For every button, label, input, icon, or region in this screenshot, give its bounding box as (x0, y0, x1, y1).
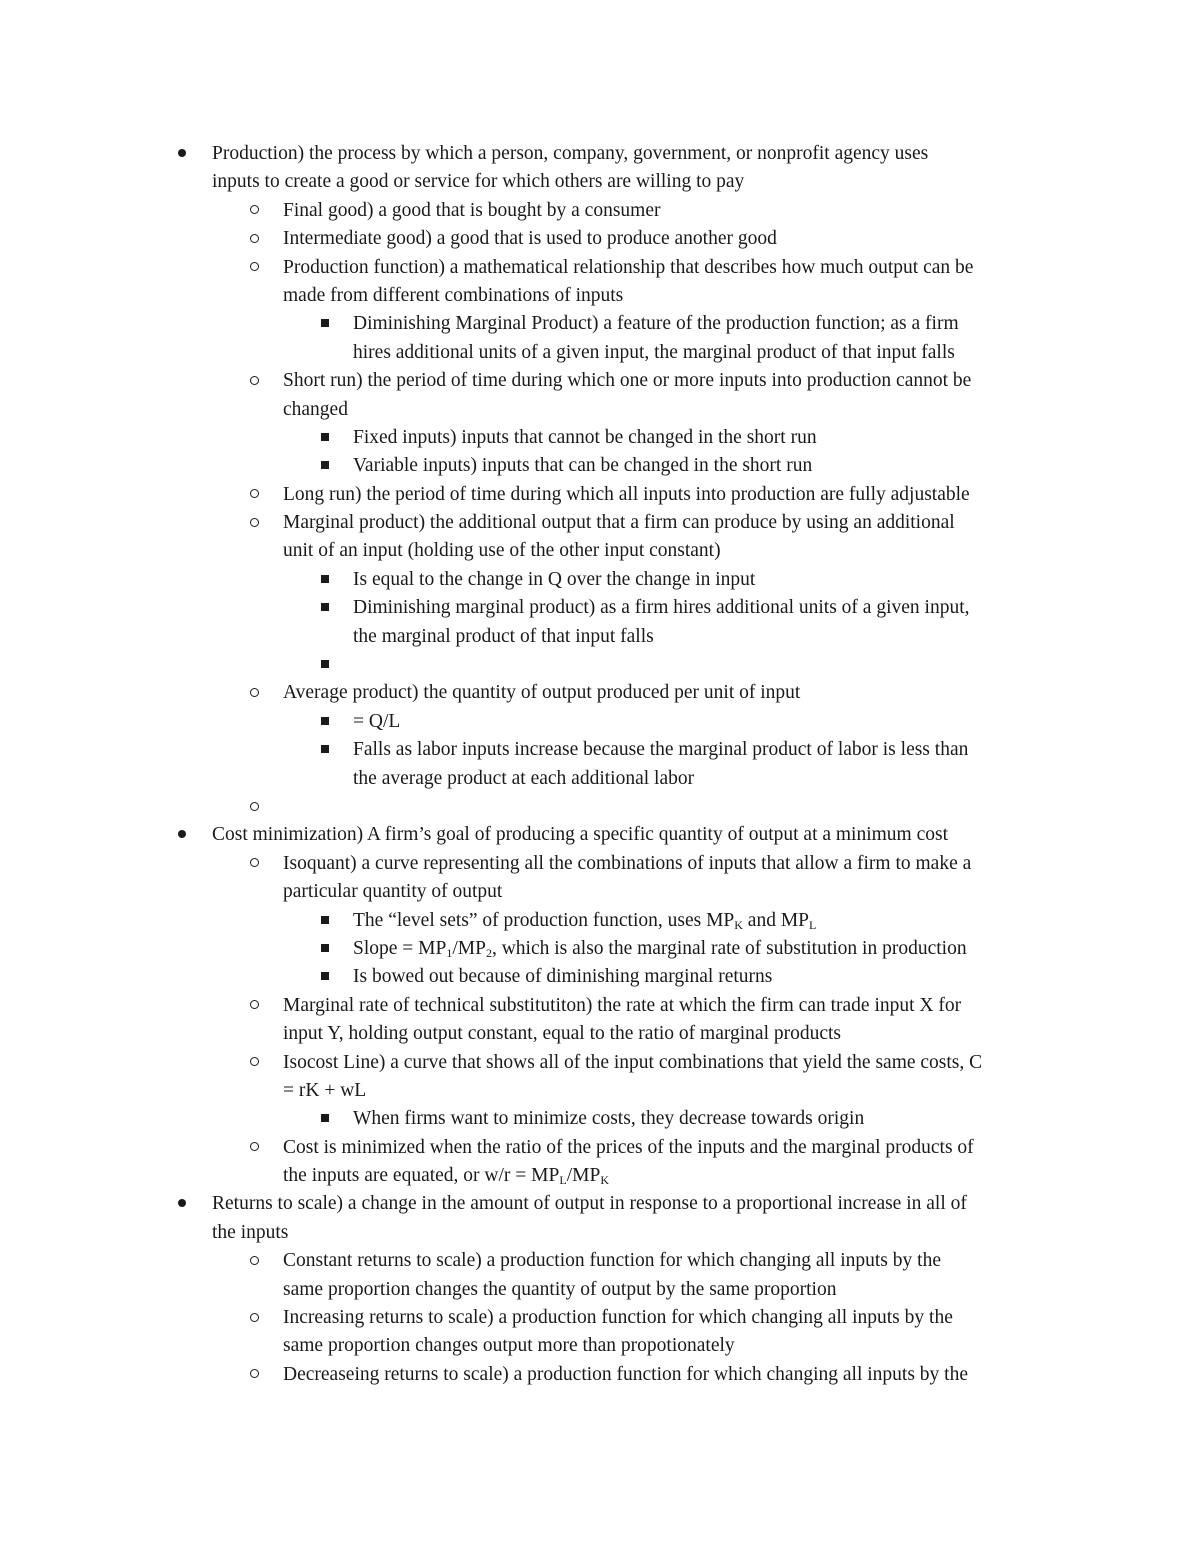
list-item-continuation (0, 878, 1200, 906)
item-text: hires additional units of a given input, the marginal product of that input falls (353, 341, 955, 363)
list-item-continuation (0, 537, 1200, 565)
list-item (0, 310, 1200, 338)
list-item-continuation (0, 765, 1200, 793)
list-item (0, 254, 1200, 282)
item-text: Short run) the period of time during which one or more inputs into production cannot be (283, 370, 972, 392)
list-item (0, 367, 1200, 395)
bullet-square-icon (315, 736, 335, 764)
item-text: made from different combinations of inputs (283, 284, 624, 306)
list-item-continuation (0, 396, 1200, 424)
item-text: input Y, holding output constant, equal to the ratio of marginal products (283, 1023, 842, 1045)
item-text: Falls as labor inputs increase because the marginal product of labor is less than (353, 739, 969, 761)
bullet-circle-icon (244, 992, 264, 1020)
item-text: Fixed inputs) inputs that cannot be changed in the short run (353, 426, 817, 448)
bullet-circle-icon (244, 679, 264, 707)
bullet-square-icon (315, 708, 335, 736)
list-item-continuation (0, 282, 1200, 310)
item-text: Marginal product) the additional output that a firm can produce by using an additional (283, 512, 955, 534)
item-text: the inputs (212, 1221, 289, 1243)
item-text: Diminishing marginal product) as a firm hires additional units of a given input, (353, 597, 970, 619)
item-text: Production function) a mathematical relationship that describes how much output can be (283, 256, 974, 278)
item-text: Marginal rate of technical substitutiton) the rate at which the firm can trade input X for (283, 994, 962, 1016)
list-item (0, 594, 1200, 622)
list-item (0, 1049, 1200, 1077)
list-item-continuation (0, 1020, 1200, 1048)
item-text: unit of an input (holding use of the other input constant) (283, 540, 721, 562)
item-text: Production) the process by which a person, company, government, or nonprofit agency uses (212, 143, 929, 164)
bullet-dot-icon (172, 140, 192, 168)
item-text: Final good) a good that is bought by a consumer (283, 199, 661, 221)
item-text: Intermediate good) a good that is used to produce another good (283, 228, 777, 250)
list-item-continuation (0, 339, 1200, 367)
list-item-continuation (0, 1162, 1200, 1190)
list-item (0, 197, 1200, 225)
bullet-circle-icon (244, 197, 264, 225)
list-item (0, 907, 1200, 935)
list-item (0, 566, 1200, 594)
item-text: When firms want to minimize costs, they decrease towards origin (353, 1108, 865, 1130)
item-text: Isoquant) a curve representing all the combinations of inputs that allow a firm to make a (283, 852, 972, 874)
item-text: Average product) the quantity of output produced per unit of input (283, 682, 801, 704)
list-item-continuation (0, 1332, 1200, 1360)
list-item (0, 679, 1200, 707)
bullet-circle-icon (244, 225, 264, 253)
list-item-continuation (0, 168, 1200, 196)
item-text: Cost minimization) A firm’s goal of producing a specific quantity of output at a minimum cost (212, 824, 949, 846)
list-item (0, 1361, 1200, 1389)
item-text: the marginal product of that input falls (353, 625, 654, 647)
document-page (0, 140, 1200, 1389)
bullet-circle-icon (244, 1304, 264, 1332)
list-item (0, 225, 1200, 253)
bullet-circle-icon (244, 793, 264, 821)
bullet-square-icon (315, 907, 335, 935)
item-text: Constant returns to scale) a production function for which changing all inputs by the (283, 1250, 941, 1272)
item-text: Is equal to the change in Q over the change in input (353, 568, 756, 590)
list-item (0, 509, 1200, 537)
list-item (0, 963, 1200, 991)
bullet-square-icon (315, 424, 335, 452)
item-text: the average product at each additional labor (353, 767, 695, 789)
bullet-square-icon (315, 310, 335, 338)
list-item (0, 935, 1200, 963)
list-item (0, 1247, 1200, 1275)
item-text: Diminishing Marginal Product) a feature of the production function; as a firm (353, 313, 959, 335)
item-text: inputs to create a good or service for which others are willing to pay (212, 171, 745, 193)
list-item (0, 1190, 1200, 1218)
item-text: The “level sets” of production function, uses $MP_K$ and $MP_L$ (353, 909, 817, 932)
item-text: Is bowed out because of diminishing marginal returns (353, 966, 773, 988)
bullet-circle-icon (244, 509, 264, 537)
bullet-square-icon (315, 963, 335, 991)
bullet-circle-icon (244, 850, 264, 878)
bullet-dot-icon (172, 1190, 192, 1218)
bullet-square-icon (315, 651, 335, 679)
bullet-square-icon (315, 452, 335, 480)
list-item (0, 736, 1200, 764)
list-item-continuation (0, 1219, 1200, 1247)
bullet-circle-icon (244, 1247, 264, 1275)
bullet-circle-icon (244, 481, 264, 509)
list-item (0, 452, 1200, 480)
bullet-circle-icon (244, 1134, 264, 1162)
item-text: Increasing returns to scale) a production function for which changing all inputs by the (283, 1307, 953, 1329)
item-text: = rK + wL (283, 1079, 367, 1101)
item-text: Decreaseing returns to scale) a production function for which changing all inputs by the (283, 1363, 968, 1385)
list-item (0, 821, 1200, 849)
list-item (0, 1134, 1200, 1162)
bullet-dot-icon (172, 821, 192, 849)
item-text: the inputs are equated, or $w/r = MP_L/MP_K$ (283, 1165, 609, 1188)
item-text: Isocost Line) a curve that shows all of the input combinations that yield the same costs, C (283, 1051, 983, 1073)
list-item-continuation (0, 1077, 1200, 1105)
item-text: Long run) the period of time during which all inputs into production are fully adjustable (283, 483, 970, 505)
item-text: same proportion changes output more than propotionately (283, 1335, 735, 1357)
list-item (0, 481, 1200, 509)
list-item-continuation (0, 1276, 1200, 1304)
item-text: = Q/L (353, 710, 401, 732)
bullet-square-icon (315, 935, 335, 963)
bullet-square-icon (315, 566, 335, 594)
bullet-circle-icon (244, 1361, 264, 1389)
item-text: Returns to scale) a change in the amount of output in response to a proportional increase in all of (212, 1193, 967, 1215)
item-text: Cost is minimized when the ratio of the prices of the inputs and the marginal products of (283, 1136, 974, 1158)
list-item (0, 424, 1200, 452)
list-item-empty (0, 651, 1200, 679)
list-item (0, 1304, 1200, 1332)
list-item (0, 850, 1200, 878)
list-item (0, 992, 1200, 1020)
list-item (0, 140, 1200, 168)
item-text: same proportion changes the quantity of output by the same proportion (283, 1278, 837, 1300)
list-item-continuation (0, 623, 1200, 651)
item-text: Variable inputs) inputs that can be changed in the short run (353, 455, 813, 477)
list-item (0, 1105, 1200, 1133)
item-text: changed (283, 398, 348, 420)
bullet-circle-icon (244, 367, 264, 395)
bullet-square-icon (315, 594, 335, 622)
bullet-square-icon (315, 1105, 335, 1133)
bullet-circle-icon (244, 254, 264, 282)
list-item (0, 708, 1200, 736)
list-item-empty (0, 793, 1200, 821)
item-text: particular quantity of output (283, 881, 503, 903)
item-text: Slope = $MP_1/MP_2$, which is also the marginal rate of substitution in production (353, 937, 967, 960)
bullet-circle-icon (244, 1049, 264, 1077)
